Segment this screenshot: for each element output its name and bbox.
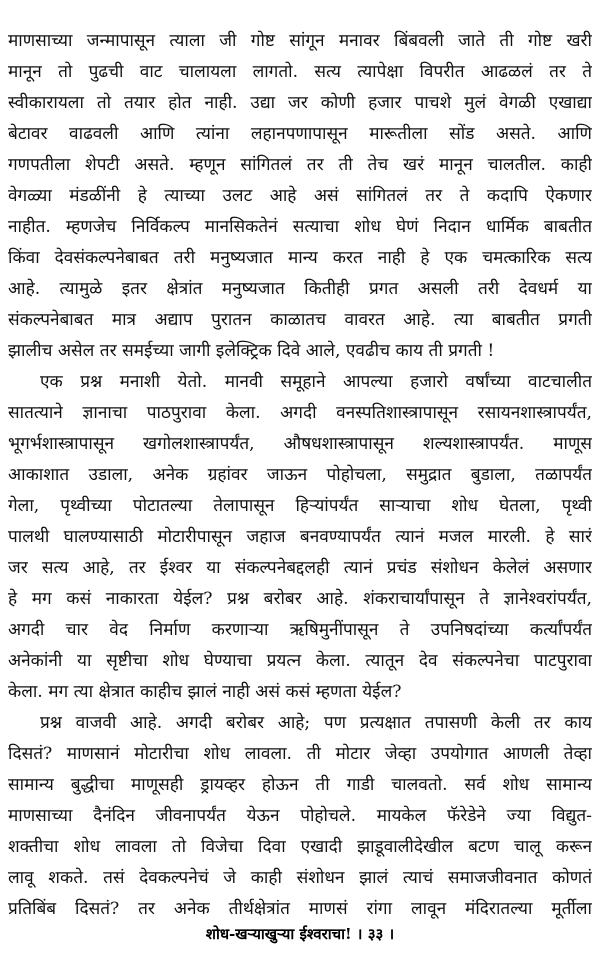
paragraph-1 [8, 26, 592, 367]
text-line: मानून तो पुढची वाट चालायला लागतो. सत्य त्यापेक्षा विपरीत आढळलं तर ते [8, 62, 592, 82]
paragraph-3 [8, 708, 592, 925]
text-line: नाहीत. म्हणजेच निर्विकल्प मानसिकतेनं सत्याचा शोध घेणं निदान धार्मिक बाबतीत [8, 217, 592, 237]
text-line: प्रश्न वाजवी आहे. अगदी बरोबर आहे; पण प्रत्यक्षात तपासणी केली तर काय [40, 713, 592, 733]
text-line: आकाशात उडाला, अनेक ग्रहांवर जाऊन पोहोचला, समुद्रात बुडाला, तळापर्यंत [8, 465, 592, 485]
text-line: संकल्पनेबाबत मात्र अद्याप पुरातन काळातच वावरत आहे. त्या बाबतीत प्रगती [8, 310, 592, 330]
text-line: एक प्रश्न मनाशी येतो. मानवी समूहाने आपल्या हजारो वर्षांच्या वाटचालीत [40, 372, 592, 392]
text-line: अनेकांनी या सृष्टीचा शोध घेण्याचा प्रयत्न केला. त्यातून देव संकल्पनेचा पाटपुरावा [8, 651, 592, 671]
text-line: प्रतिबिंब दिसतं? तर अनेक तीर्थक्षेत्रांत माणसं रांगा लावून मंदिरातल्या मूर्तीला [8, 899, 592, 919]
text-line: माणसाच्या जन्मापासून त्याला जी गोष्ट सांगून मनावर बिंबवली जाते ती गोष्ट खरी [8, 31, 592, 51]
text-line: हे मग कसं नाकारता येईल? प्रश्न बरोबर आहे. शंकराचार्यांपासून ते ज्ञानेश्वरांपर्यंत, [8, 589, 592, 609]
text-line: बेटावर वाढवली आणि त्यांना लहानपणापासून मारूतीला सोंड असते. आणि [8, 124, 592, 144]
text-line: झालीच असेल तर समईच्या जागी इलेक्ट्रिक दिवे आले, एवढीच काय ती प्रगती ! [8, 341, 495, 361]
text-line: सामान्य बुद्धीचा माणूसही ड्रायव्हर होऊन ती गाडी चालवतो. सर्व शोध सामान्य [8, 775, 592, 795]
text-line: किंवा देवसंकल्पनेबाबत तरी मनुष्यजात मान्य करत नाही हे एक चमत्कारिक सत्य [8, 248, 592, 268]
text-line: केला. मग त्या क्षेत्रात काहीच झालं नाही असं कसं म्हणता येईल? [8, 682, 402, 702]
text-line: अगदी चार वेद निर्माण करणाऱ्या ऋषिमुनींपासून ते उपनिषदांच्या कर्त्यांपर्यंत [8, 620, 592, 640]
paragraph-2 [8, 367, 592, 708]
text-line: आहे. त्यामुळे इतर क्षेत्रांत मनुष्यजात कितीही प्रगत असली तरी देवधर्म या [8, 279, 592, 299]
text-line: लावू शकते. तसं देवकल्पनेचं जे काही संशोधन झालं त्याचं समाजजीवनात कोणतं [8, 868, 592, 888]
text-line: जर सत्य आहे, तर ईश्वर या संकल्पनेबद्दलही त्यानं प्रचंड संशोधन केलेलं असणार [8, 558, 592, 578]
text-line: भूगर्भशास्त्रापासून खगोलशास्त्रापर्यंत, औषधशास्त्रापासून शल्यशास्त्रापर्यंत. माणूस [8, 434, 592, 454]
text-line: गेला, पृथ्वीच्या पोटातल्या तेलापासून हिऱ्यांपर्यंत साऱ्याचा शोध घेतला, पृथ्वी [8, 496, 592, 516]
text-line: माणसाच्या दैनंदिन जीवनापर्यंत येऊन पोहोचले. मायकेल फॅरेडेने ज्या विद्युत- [8, 806, 592, 826]
text-line: वेगळ्या मंडळींनी हे त्याच्या उलट आहे असं सांगितलं तर ते कदापि ऐकणार [8, 186, 592, 206]
text-line: शक्तीचा शोध लावला तो विजेचा दिवा एखादी झाडूवालीदेखील बटण चालू करून [8, 837, 592, 857]
text-line: स्वीकारायला तो तयार होत नाही. उद्या जर कोणी हजार पाचशे मुलं वेगळी एखाद्या [8, 93, 592, 113]
text-line: सातत्याने ज्ञानाचा पाठपुरावा केला. अगदी वनस्पतिशास्त्रापासून रसायनशास्त्रापर्यंत, [8, 403, 592, 423]
text-line: पालथी घालण्यासाठी मोटारीपासून जहाज बनवण्यापर्यंत त्यानं मजल मारली. हे सारं [8, 527, 592, 547]
page-footer: शोध-खऱ्याखुऱ्या ईश्वराचा! । ३३ । [205, 925, 395, 943]
text-line: दिसतं? माणसानं मोटारीचा शोध लावला. ती मोटार जेव्हा उपयोगात आणली तेव्हा [8, 744, 592, 764]
text-line: गणपतीला शेपटी असते. म्हणून सांगितलं तर ती तेच खरं मानून चालतील. काही [8, 155, 592, 175]
